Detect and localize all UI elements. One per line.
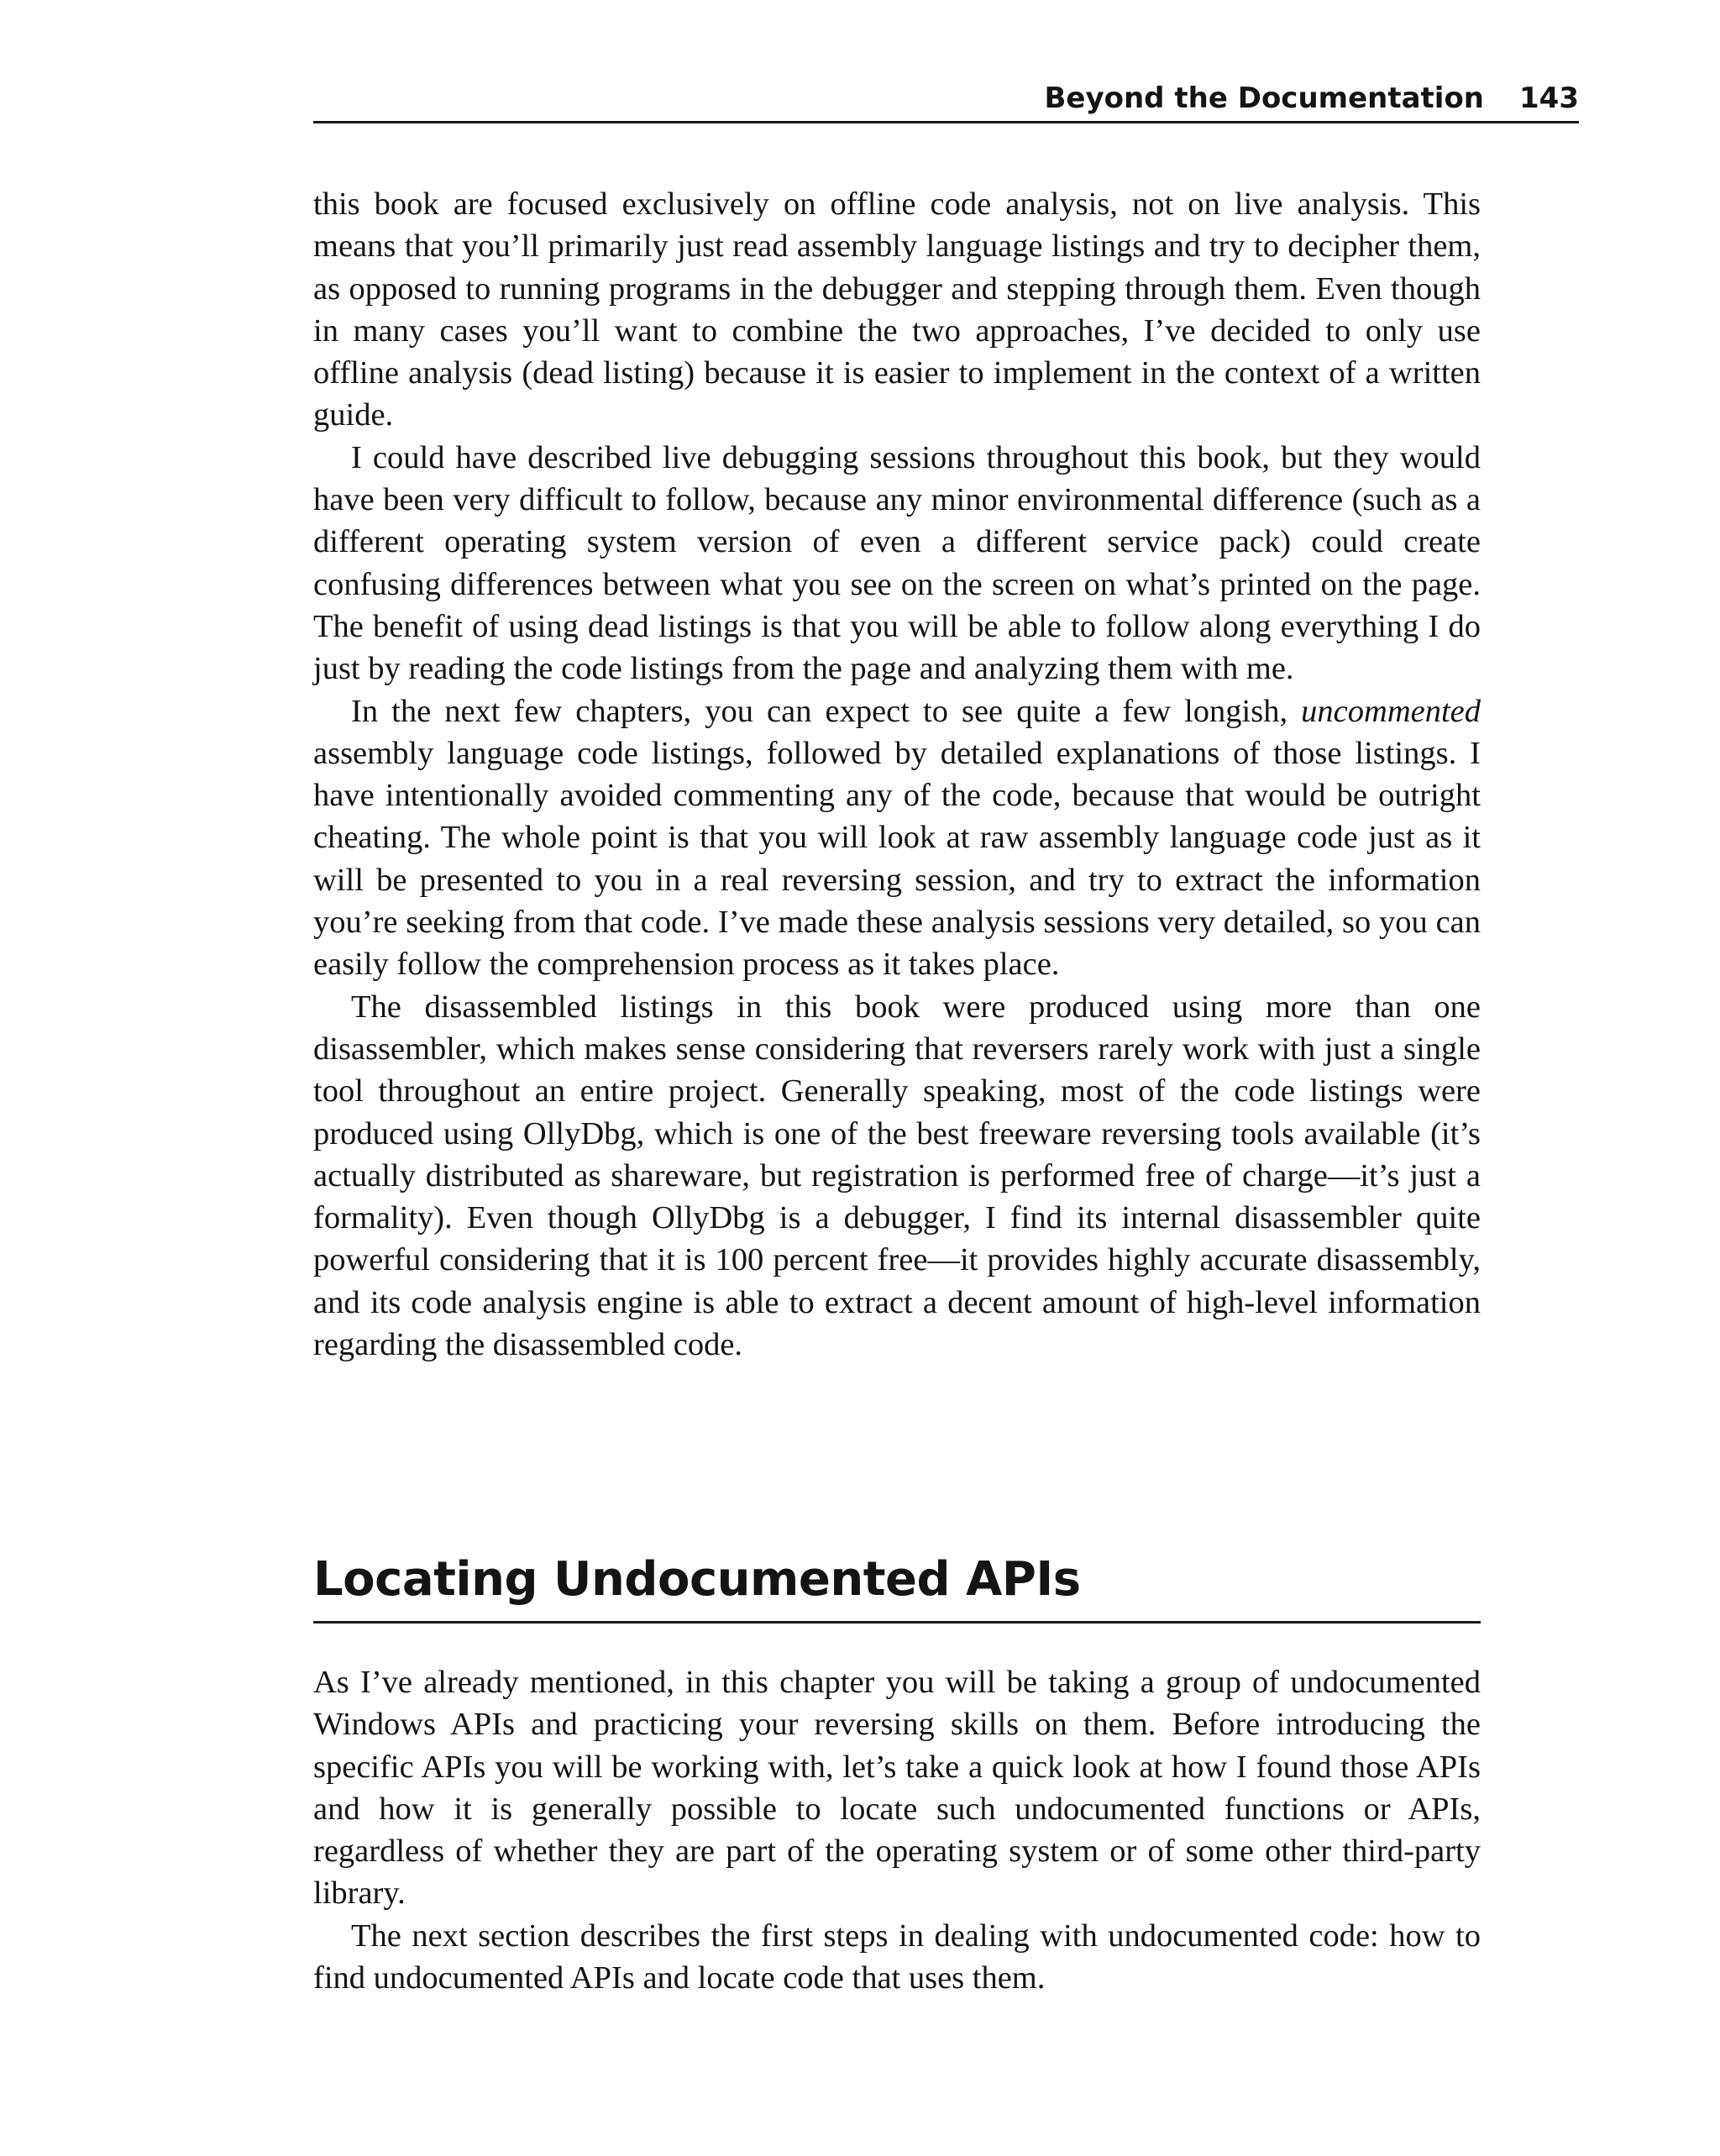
running-title: Beyond the Documentation — [1044, 81, 1485, 115]
section-paragraph-2: The next section describes the first steps in dealing with undocumented code: how to find undocumented APIs and locate code that uses them. — [313, 1917, 1481, 1996]
paragraph-3-start: In the next few chapters, you can expect to see quite a few longish, — [351, 693, 1302, 729]
page-number: 143 — [1519, 81, 1579, 115]
paragraph-3 — [313, 690, 1481, 986]
paragraph-3-end: assembly language code listings, followed by detailed explanations of those listings. I have intentionally avoided commenting any of the code, because that would be outright cheating. The whole point is that you will look at raw assembly language code just as it will be presented to you in a real reversing session, and try to extract the information you’re seeking from that code. I’ve made these analysis sessions very detailed, so you can easily follow the comprehension process as it takes place. — [313, 735, 1481, 983]
section-heading: Locating Undocumented APIs — [313, 1548, 1481, 1624]
paragraph-3-emphasis: uncommented — [1301, 693, 1481, 729]
paragraph-2: I could have described live debugging sessions throughout this book, but they would have been very difficult to follow, because any minor environmental difference (such as a different operating system version of even a different service pack) could create confusing differences between what you see on the screen on what’s printed on the page. The benefit of using dead listings is that you will be able to follow along everything I do just by reading the code listings from the page and analyzing them with me. — [313, 439, 1481, 687]
section-paragraph-1: As I’ve already mentioned, in this chapter you will be taking a group of undocumented Windows APIs and practicing your reversing skills on them. Before introducing the specific APIs you will be working with, let’s take a quick look at how I found those APIs and how it is generally possible to locate such undocumented functions or APIs, regardless of whether they are part of the operating system or of some other third-party library. — [313, 1665, 1481, 1912]
body-text-bottom — [313, 1661, 1481, 1999]
paragraph-1: this book are focused exclusively on offline code analysis, not on live analysis. This means that you’ll primarily just read assembly language listings and try to decipher them, as opposed to running programs in the debugger and stepping through them. Even though in many cases you’ll want to combine the two approaches, I’ve decided to only use offline analysis (dead listing) because it is easier to implement in the context of a written guide. — [313, 186, 1481, 433]
body-text-top — [313, 183, 1481, 1366]
paragraph-4: The disassembled listings in this book were produced using more than one disassembler, which makes sense considering that reversers rarely work with just a single tool throughout an entire project. Generally speaking, most of the code listings were produced using OllyDbg, which is one of the best freeware reversing tools available (it’s actually distributed as shareware, but registration is performed free of charge—it’s just a formality). Even though OllyDbg is a debugger, I find its internal disassembler quite powerful considering that it is 100 percent free—it provides highly accurate disassembly, and its code analysis engine is able to extract a decent amount of high-level information regarding the disassembled code. — [313, 989, 1481, 1363]
running-header — [313, 80, 1579, 123]
